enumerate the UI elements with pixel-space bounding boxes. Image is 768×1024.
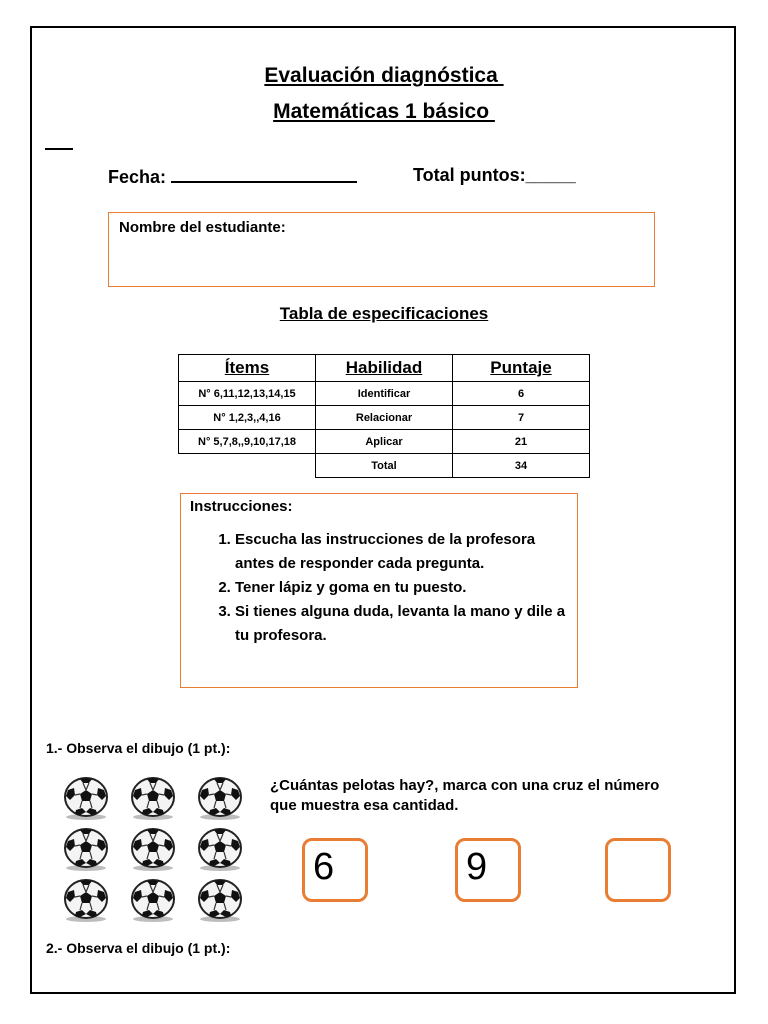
question-1-prompt: ¿Cuántas pelotas hay?, marca con una cruz el número que muestra esa cantidad.	[270, 777, 660, 814]
instruction-item: 2. Tener lápiz y goma en tu puesto.	[235, 576, 575, 600]
instructions-heading: Instrucciones:	[190, 498, 293, 515]
total-puntos-tail: _	[565, 165, 576, 185]
soccer-ball-icon	[196, 878, 244, 922]
soccer-ball-icon	[196, 827, 244, 871]
spec-cell-puntaje: 6	[453, 382, 590, 406]
document-subtitle: Matemáticas 1 básico	[273, 100, 495, 123]
answer-option-number: 6	[313, 846, 335, 888]
instruction-item: 1. Escucha las instrucciones de la profesora antes de responder cada pregunta.	[235, 528, 575, 576]
soccer-ball-icon	[196, 776, 244, 820]
total-puntos-field[interactable]	[413, 165, 576, 186]
spec-cell-empty	[179, 454, 316, 478]
instructions-box	[180, 493, 578, 688]
spec-cell-items: N° 5,7,8,,9,10,17,18	[179, 430, 316, 454]
spec-cell-habilidad: Aplicar	[316, 430, 453, 454]
question-2-label: 2.- Observa el dibujo (1 pt.):	[46, 940, 231, 956]
fecha-line	[171, 165, 357, 183]
spec-cell-items: N° 6,11,12,13,14,15	[179, 382, 316, 406]
spec-total-value: 34	[453, 454, 590, 478]
answer-option-box[interactable]	[605, 838, 671, 902]
divider-dash	[45, 148, 73, 150]
spec-cell-puntaje: 7	[453, 406, 590, 430]
spec-table-title: Tabla de especificaciones	[279, 304, 489, 323]
table-row-total	[179, 454, 590, 478]
spec-cell-habilidad: Identificar	[316, 382, 453, 406]
total-puntos-label: Total puntos:____	[413, 165, 566, 185]
student-name-box[interactable]	[108, 212, 655, 287]
fecha-label: Fecha:	[108, 167, 172, 187]
spec-cell-items: N° 1,2,3,,4,16	[179, 406, 316, 430]
instructions-list	[181, 528, 575, 648]
answer-option-box[interactable]	[455, 838, 521, 902]
soccer-ball-icon	[129, 776, 177, 820]
soccer-ball-icon	[129, 878, 177, 922]
table-row	[179, 406, 590, 430]
answer-option-number: 9	[466, 846, 488, 888]
spec-header-puntaje: Puntaje	[453, 355, 590, 382]
spec-total-label: Total	[316, 454, 453, 478]
spec-table	[178, 354, 590, 478]
soccer-ball-icon	[62, 878, 110, 922]
question-1-label: 1.- Observa el dibujo (1 pt.):	[46, 740, 231, 756]
spec-cell-habilidad: Relacionar	[316, 406, 453, 430]
document-title: Evaluación diagnóstica	[264, 64, 504, 87]
soccer-ball-icon	[129, 827, 177, 871]
instruction-item: 3. Si tienes alguna duda, levanta la mano y dile a tu profesora.	[235, 600, 575, 648]
soccer-ball-icon	[62, 776, 110, 820]
student-name-label: Nombre del estudiante:	[119, 219, 286, 236]
soccer-ball-icon	[62, 827, 110, 871]
spec-header-habilidad: Habilidad	[316, 355, 453, 382]
table-row	[179, 382, 590, 406]
table-row	[179, 430, 590, 454]
spec-cell-puntaje: 21	[453, 430, 590, 454]
spec-header-items: Ítems	[179, 355, 316, 382]
soccer-balls-drawing	[62, 776, 252, 926]
answer-option-box[interactable]	[302, 838, 368, 902]
fecha-field[interactable]	[108, 165, 357, 188]
